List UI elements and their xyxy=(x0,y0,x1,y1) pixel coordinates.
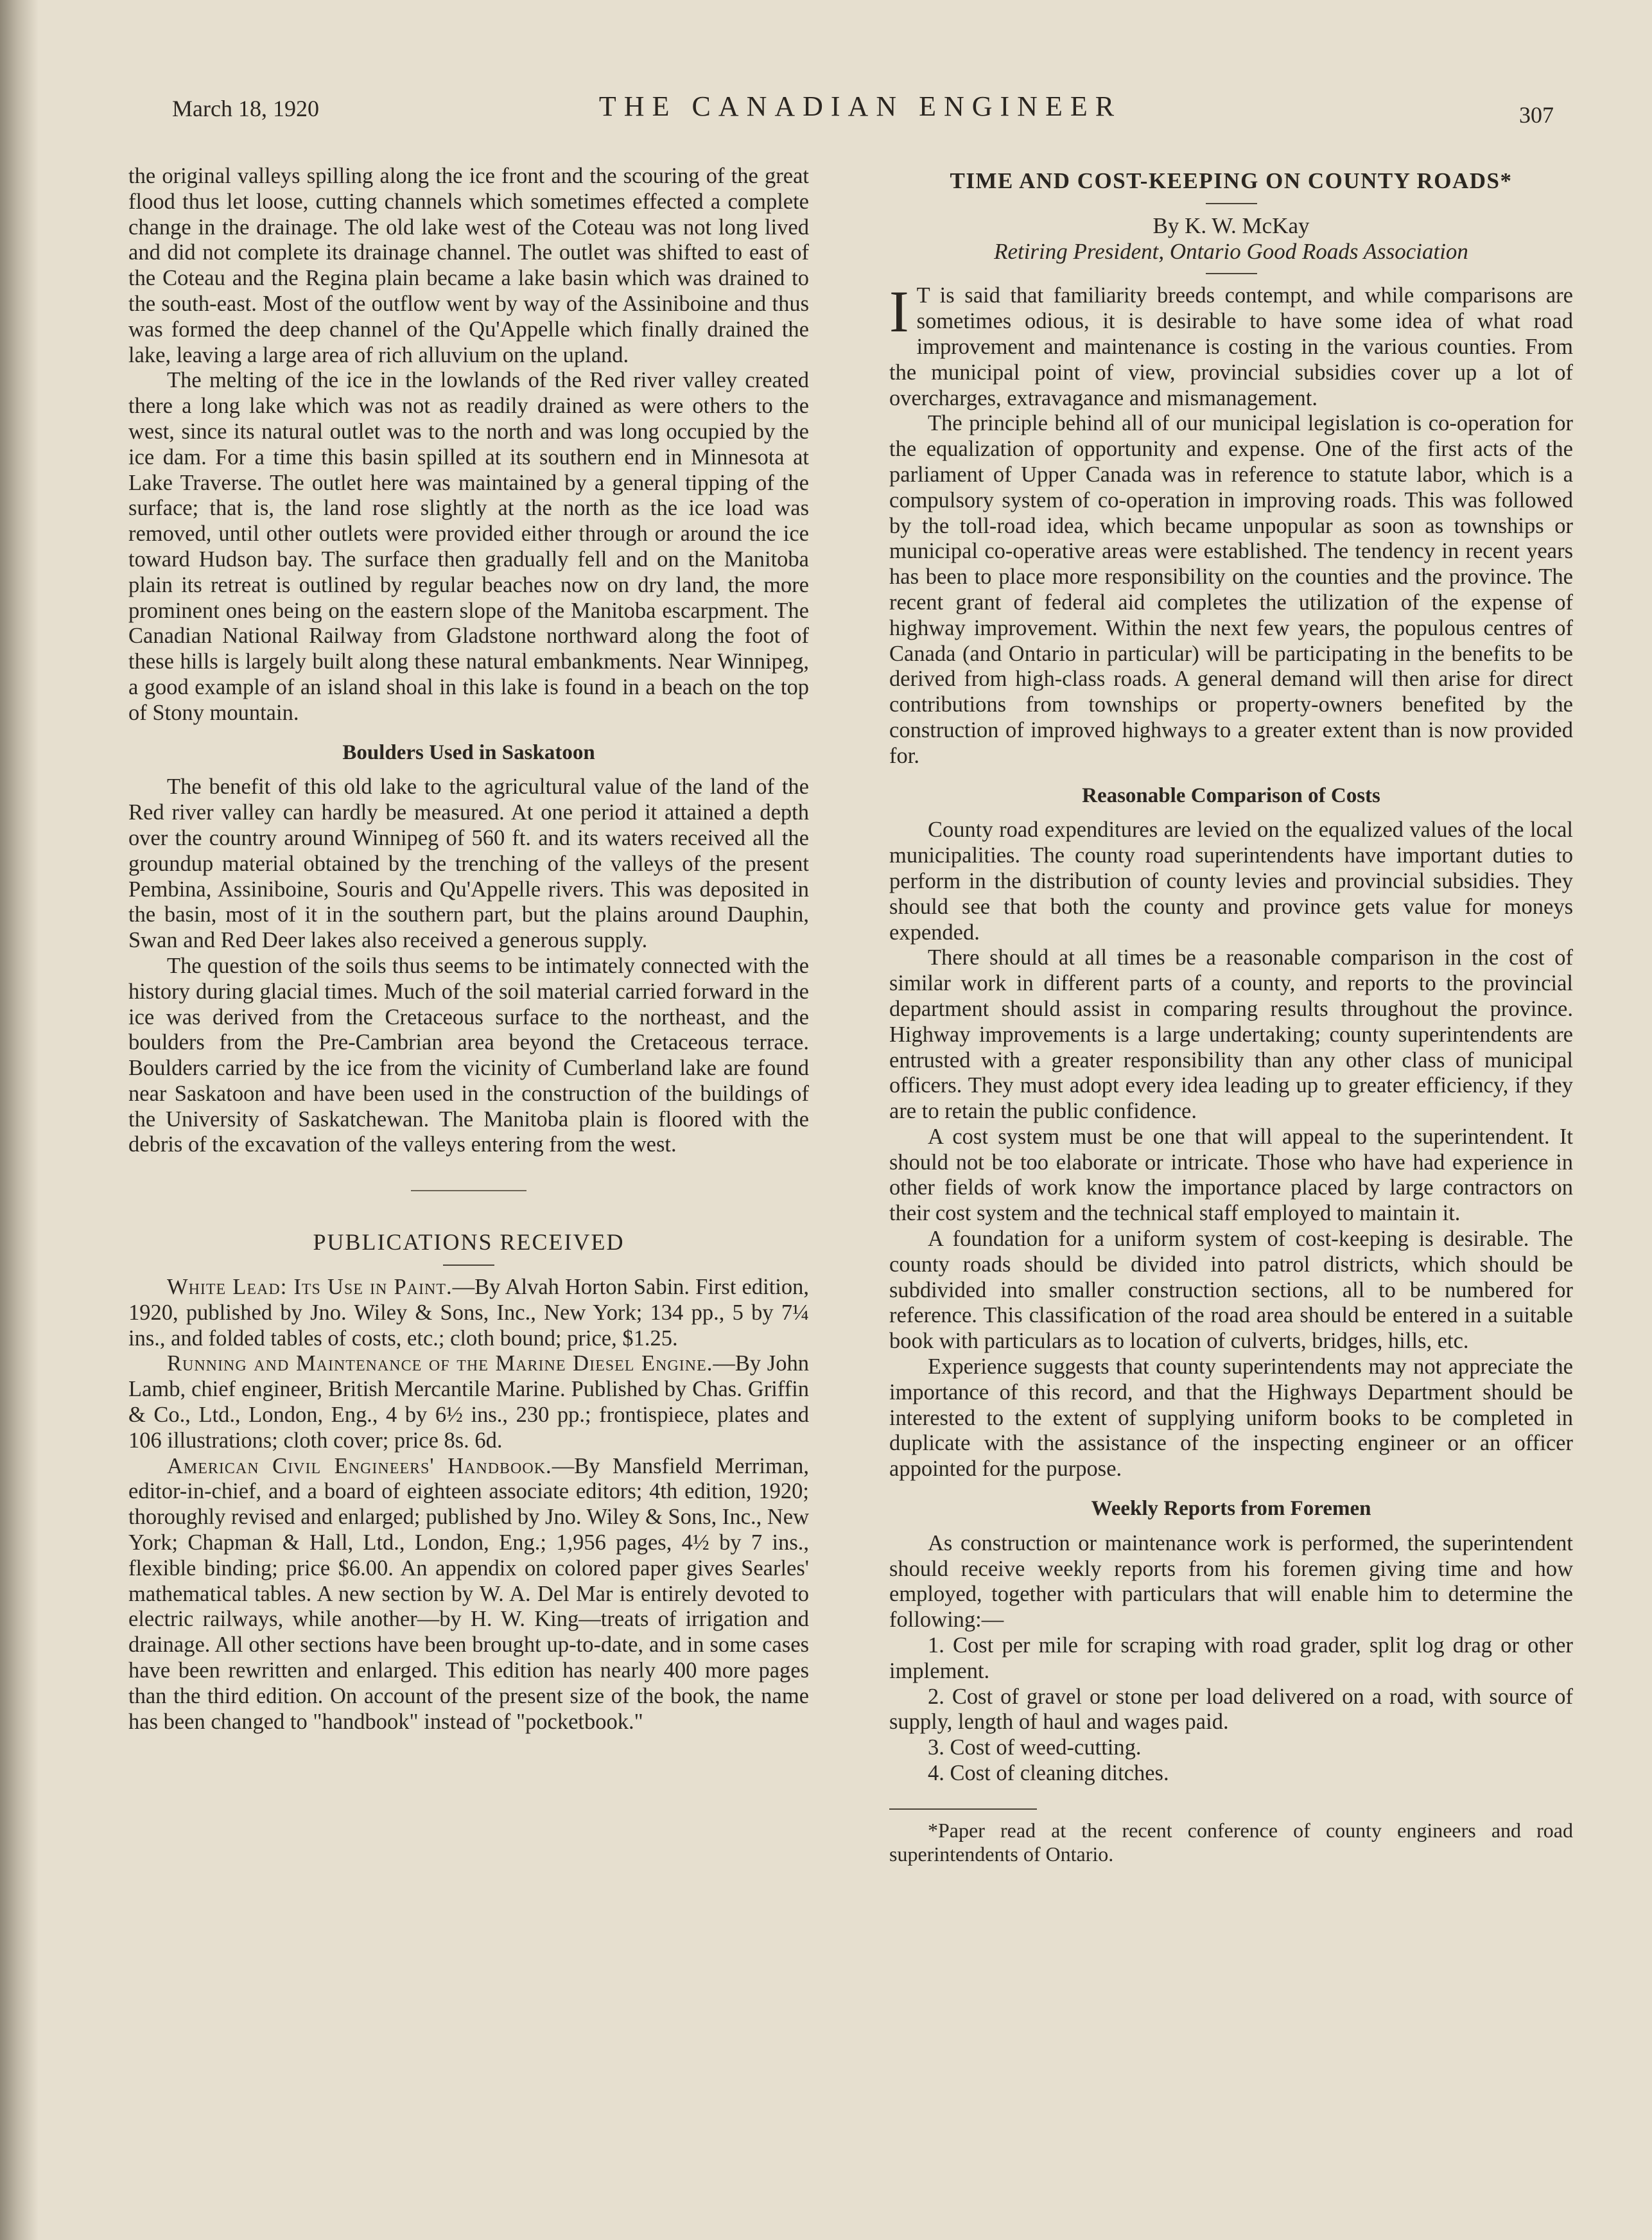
paragraph: the original valleys spilling along the ice front and the scouring of the great flood thus let loose, cutting channels which sometimes effected a complete change in the drainage. The old lake west of the Coteau was not long lived and did not complete its drainage channel. The outlet was shifted to east of the Coteau and the Regina plain became a lake basin which was drained to the south-east. Most of the outflow went by way of the Assiniboine and thus was formed the deep channel of the Qu'Appelle which finally drained the lake, leaving a large area of rich alluvium on the upland. xyxy=(128,164,809,367)
section-heading: Reasonable Comparison of Costs xyxy=(1082,783,1380,807)
left-column xyxy=(128,164,809,1735)
list-item: 3. Cost of weed-cutting. xyxy=(928,1735,1142,1760)
divider xyxy=(1206,273,1257,274)
publications-heading: PUBLICATIONS RECEIVED xyxy=(313,1229,625,1256)
paragraph: A cost system must be one that will appeal to the superintendent. It should not be too elaborate or intricate. Those who have had experience in other fields of work know the importance placed by large contractors on their cost system and the technical staff employed to maintain it. xyxy=(889,1124,1573,1226)
paragraph: As construction or maintenance work is performed, the superintendent should receive weekly reports from his foremen giving time and how employed, together with particulars that will enable him to determine the following:— xyxy=(889,1530,1573,1632)
publication-title: Running and Maintenance of the Marine Diesel Engine. xyxy=(167,1351,713,1376)
paragraph: The question of the soils thus seems to be intimately connected with the history during glacial times. Much of the soil material carried forward in the ice was derived from the Cretaceous surface to the northeast, and the boulders from the Pre-Cambrian area beyond the Cretaceous terrace. Boulders carried by the ice from the vicinity of Cumberland lake are found near Saskatoon and have been used in the construction of the buildings of the University of Saskatchewan. The Manitoba plain is floored with the debris of the excavation of the valleys entering from the west. xyxy=(128,953,809,1157)
list-item: 1. Cost per mile for scraping with road grader, split log drag or other implement. xyxy=(889,1633,1573,1683)
byline: By K. W. McKay xyxy=(1152,213,1310,238)
issue-date: March 18, 1920 xyxy=(172,96,319,121)
publication-text: —By Alvah Horton Sabin. First edition, 1920, published by Jno. Wiley & Sons, Inc., New York; 134 pp., 5 by 7¼ ins., and folded tables of costs, etc.; cloth bound; price, $1.25. xyxy=(128,1275,809,1351)
paragraph: County road expenditures are levied on the equalized values of the local municipalities. The county road superintendents have important duties to perform in the distribution of county levies and provincial subsidies. They should see that both the county and province gets value for moneys expended. xyxy=(889,818,1573,945)
binding-gutter xyxy=(0,0,39,2240)
section-heading: Boulders Used in Saskatoon xyxy=(342,740,595,764)
publication-item xyxy=(128,1275,809,1351)
page-number: 307 xyxy=(1519,102,1554,128)
drop-cap: I xyxy=(889,279,909,345)
page-header xyxy=(167,90,1554,135)
paragraph: The melting of the ice in the lowlands of the Red river valley created there a long lake which was not as readily drained as were others to the west, since its natural outlet was to the north and was long occupied by the ice dam. For a time this basin spilled at its southern end in Minnesota at Lake Traverse. The outlet here was maintained by a general tipping of the surface; that is, the land rose slightly at the north as the ice load was removed, until other outlets were provided either through or around the ice toward Hudson bay. The surface then gradually fell and on the Manitoba plain its retreat is outlined by regular beaches now on dry land, the more prominent ones being on the eastern slope of the Manitoba escarpment. The Canadian National Railway from Gladstone northward along the foot of these hills is largely built along these natural embankments. Near Winnipeg, a good example of an island shoal in this lake is found in a beach on the top of Stony mountain. xyxy=(128,368,809,725)
paragraph: Experience suggests that county superintendents may not appreciate the importance of this record, and that the Highways Department should be interested to the extent of supplying uniform books to be completed in duplicate with the assistance of the inspecting engineer or an officer appointed for the purpose. xyxy=(889,1354,1573,1482)
publication-item xyxy=(128,1351,809,1453)
publication-item xyxy=(128,1454,809,1735)
publication-text: —By John Lamb, chief engineer, British Mercantile Marine. Published by Chas. Griffin & Co., Ltd., London, Eng., 4 by 6½ ins., 230 pp.; frontispiece, plates and 106 illustrations; cloth cover; price 8s. 6d. xyxy=(128,1351,809,1453)
list-item: 2. Cost of gravel or stone per load delivered on a road, with source of supply, length of haul and wages paid. xyxy=(889,1684,1573,1735)
paragraph: There should at all times be a reasonable comparison in the cost of similar work in different parts of a county, and reports to the provincial department should assist in comparing results throughout the province. Highway improvements is a large undertaking; county superintendents are entrusted with a greater responsibility than any other class of municipal officers. They must adopt every idea leading up to greater efficiency, if they are to retain the public confidence. xyxy=(889,945,1573,1124)
footnote: *Paper read at the recent conference of county engineers and road superintendents of Ontario. xyxy=(889,1818,1573,1866)
publication-title: American Civil Engineers' Handbook. xyxy=(167,1453,552,1478)
paragraph: The benefit of this old lake to the agricultural value of the land of the Red river valley can hardly be measured. At one period it attained a depth over the country around Winnipeg of 560 ft. and its waters received all the groundup material obtained by the trenching of the valleys of the present Pembina, Assiniboine, Souris and Qu'Appelle rivers. This was deposited in the basin, most of it in the southern part, but the plains around Dauphin, Swan and Red Deer lakes also received a generous supply. xyxy=(128,774,809,953)
publication-text: —By Mansfield Merriman, editor-in-chief, and a board of eighteen associate editors; 4th edition, 1920; thoroughly revised and enlarged; published by Jno. Wiley & Sons, Inc., New York; Chapman & Hall, Ltd., London, Eng.; 1,956 pages, 4½ by 7 ins., flexible binding; price $6.00. An appendix on colored paper gives Searles' mathematical tables. A new section by W. A. Del Mar is entirely devoted to electric railways, while another—by H. W. King—treats of irrigation and drainage. All other sections have been brought up-to-date, and in some cases have been rewritten and enlarged. This edition has nearly 400 more pages than the third edition. On account of the present size of the book, the name has been changed to "handbook" instead of "pocketbook." xyxy=(128,1453,809,1734)
article-title: TIME AND COST-KEEPING ON COUNTY ROADS* xyxy=(950,168,1513,193)
divider xyxy=(411,1190,526,1191)
author-affiliation: Retiring President, Ontario Good Roads Association xyxy=(994,238,1468,264)
paragraph: I T is said that familiarity breeds contempt, and while comparisons are sometimes odious, it is desirable to have some idea of what road improvement and maintenance is costing in the various counties. From the municipal point of view, provincial subsidies cover up a lot of overcharges, extravagance and mismanagement. xyxy=(889,279,1573,410)
section-heading: Weekly Reports from Foremen xyxy=(1091,1497,1371,1521)
paragraph: The principle behind all of our municipal legislation is co-operation for the equalization of opportunity and expense. One of the first acts of the parliament of Upper Canada was in reference to statute labor, which is a compulsory system of co-operation in improving roads. This was followed by the toll-road idea, which became unpopular as soon as townships or municipal co-operative areas were established. The tendency in recent years has been to place more responsibility on the counties and the province. The recent grant of federal aid completes the utilization of the expense of highway improvement. Within the next few years, the populous centres of Canada (and Ontario in particular) will be participating in the benefits to be derived from high-class roads. A general demand will then arise for direct contributions from townships or property-owners benefited by the construction of improved highways to a greater extent than is now provided for. xyxy=(889,411,1573,768)
paragraph: A foundation for a uniform system of cost-keeping is desirable. The county roads should be divided into patrol districts, which should be subdivided into smaller construction sections, all to be numbered for reference. This classification of the road area should be entered in a suitable book with particulars as to location of culverts, bridges, hills, etc. xyxy=(889,1227,1573,1354)
right-column xyxy=(889,168,1573,1866)
divider xyxy=(1206,203,1257,204)
list-item: 4. Cost of cleaning ditches. xyxy=(928,1761,1169,1786)
divider xyxy=(443,1264,494,1266)
publication-title: THE CANADIAN ENGINEER xyxy=(598,91,1122,122)
footnote-divider xyxy=(889,1808,1037,1810)
publication-title: White Lead: Its Use in Paint. xyxy=(167,1275,453,1300)
